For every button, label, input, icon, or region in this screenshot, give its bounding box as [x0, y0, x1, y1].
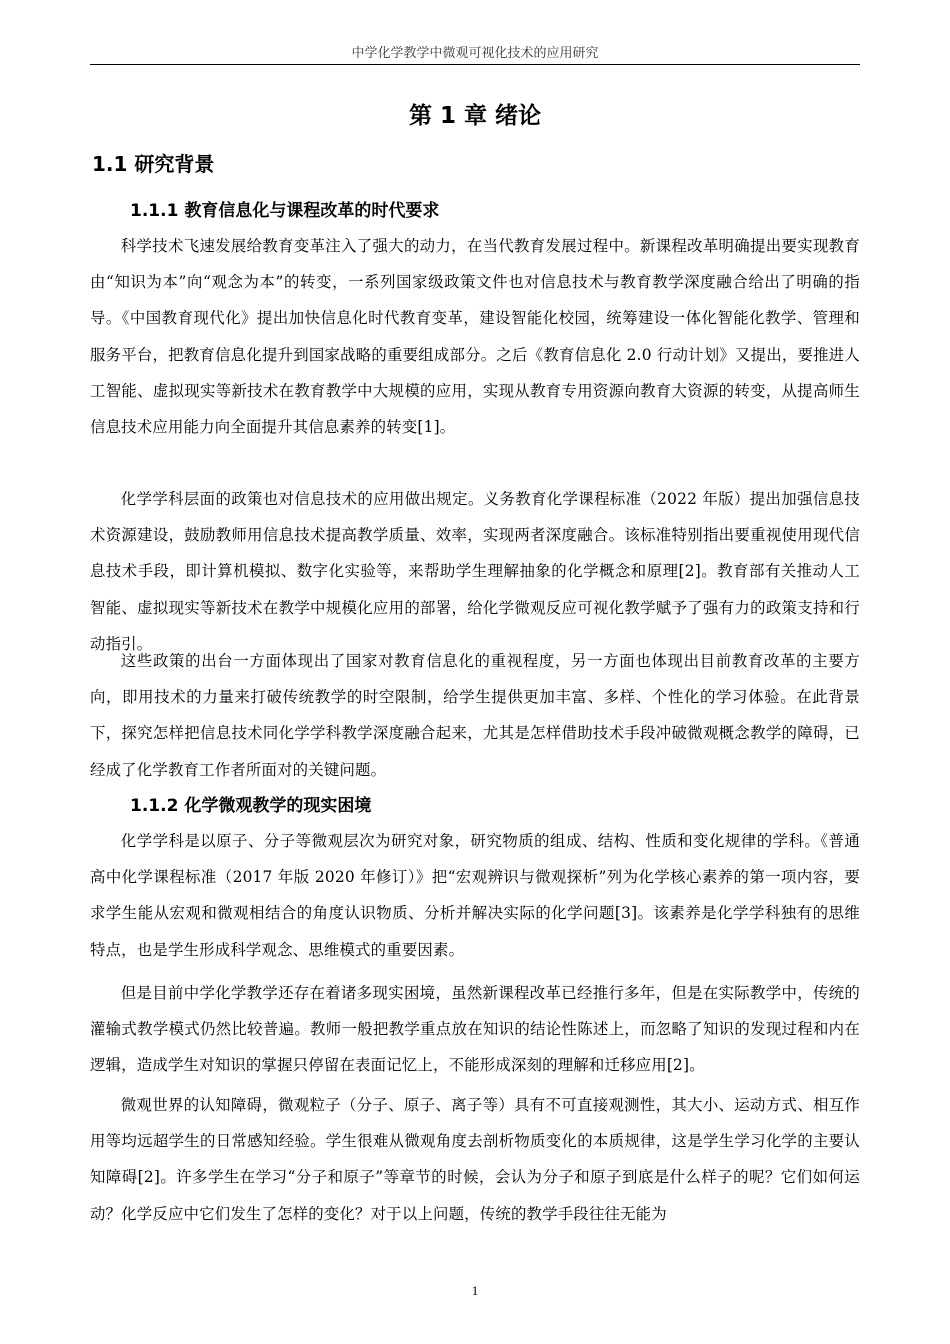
header-rule [90, 64, 860, 65]
paragraph: 这些政策的出台一方面体现出了国家对教育信息化的重视程度，另一方面也体现出目前教育改革的主要方向，即用技术的力量来打破传统教学的时空限制，给学生提供更加丰富、多样、个性化的学习体验。在此背景下，探究怎样把信息技术同化学学科教学深度融合起来，尤其是怎样借助技术手段冲破微观概念教学的障碍，已经成了化学教育工作者所面对的关键问题。 [90, 652, 860, 779]
section-heading-1-1-1: 1.1.1 教育信息化与课程改革的时代要求 [130, 201, 440, 221]
section-heading-1-1-2: 1.1.2 化学微观教学的现实困境 [130, 796, 372, 816]
paragraph: 微观世界的认知障碍，微观粒子（分子、原子、离子等）具有不可直接观测性，其大小、运动方式、相互作用等均远超学生的日常感知经验。学生很难从微观角度去剖析物质变化的本质规律，这是学生学习化学的主要认知障碍[2]。许多学生在学习“分子和原子”等章节的时候，会认为分子和原子到底是什么样子的呢？它们如何运动？化学反应中它们发生了怎样的变化？对于以上问题，传统的教学手段往往无能为 [90, 1096, 860, 1223]
running-header: 中学化学教学中微观可视化技术的应用研究 [351, 46, 599, 61]
paragraph: 化学学科层面的政策也对信息技术的应用做出规定。义务教育化学课程标准（2022 年版）提出加强信息技术资源建设，鼓励教师用信息技术提高教学质量、效率，实现两者深度融合。该标准特别指出要重视使用现代信息技术手段，即计算机模拟、数字化实验等，来帮助学生理解抽象的化学概念和原理[2]。教育部有关推动人工智能、虚拟现实等新技术在教学中规模化应用的部署，给化学微观反应可视化教学赋予了强有力的政策支持和行动指引。 [90, 490, 860, 653]
chapter-title: 第 1 章 绪论 [408, 103, 542, 129]
paragraph: 但是目前中学化学教学还存在着诸多现实困境，虽然新课程改革已经推行多年，但是在实际教学中，传统的灌输式教学模式仍然比较普遍。教师一般把教学重点放在知识的结论性陈述上，而忽略了知识的发现过程和内在逻辑，造成学生对知识的掌握只停留在表面记忆上，不能形成深刻的理解和迁移应用[2]。 [90, 984, 860, 1075]
paragraph: 化学学科是以原子、分子等微观层次为研究对象，研究物质的组成、结构、性质和变化规律的学科。《普通高中化学课程标准（2017 年版 2020 年修订）》把“宏观辨识与微观探析”列为化学核心素养的第一项内容，要求学生能从宏观和微观相结合的角度认识物质、分析并解决实际的化学问题[3]。该素养是化学学科独有的思维特点，也是学生形成科学观念、思维模式的重要因素。 [90, 832, 860, 959]
paragraph: 科学技术飞速发展给教育变革注入了强大的动力，在当代教育发展过程中。新课程改革明确提出要实现教育由“知识为本”向“观念为本”的转变，一系列国家级政策文件也对信息技术与教育教学深度融合给出了明确的指导。《中国教育现代化》提出加快信息化时代教育变革，建设智能化校园，统筹建设一体化智能化教学、管理和服务平台，把教育信息化提升到国家战略的重要组成部分。之后《教育信息化 2.0 行动计划》又提出，要推进人工智能、虚拟现实等新技术在教育教学中大规模的应用，实现从教育专用资源向教育大资源的转变，从提高师生信息技术应用能力向全面提升其信息素养的转变[1]。 [90, 237, 860, 437]
section-heading-1-1: 1.1 研究背景 [92, 152, 215, 176]
page-number: 1 [471, 1283, 479, 1298]
